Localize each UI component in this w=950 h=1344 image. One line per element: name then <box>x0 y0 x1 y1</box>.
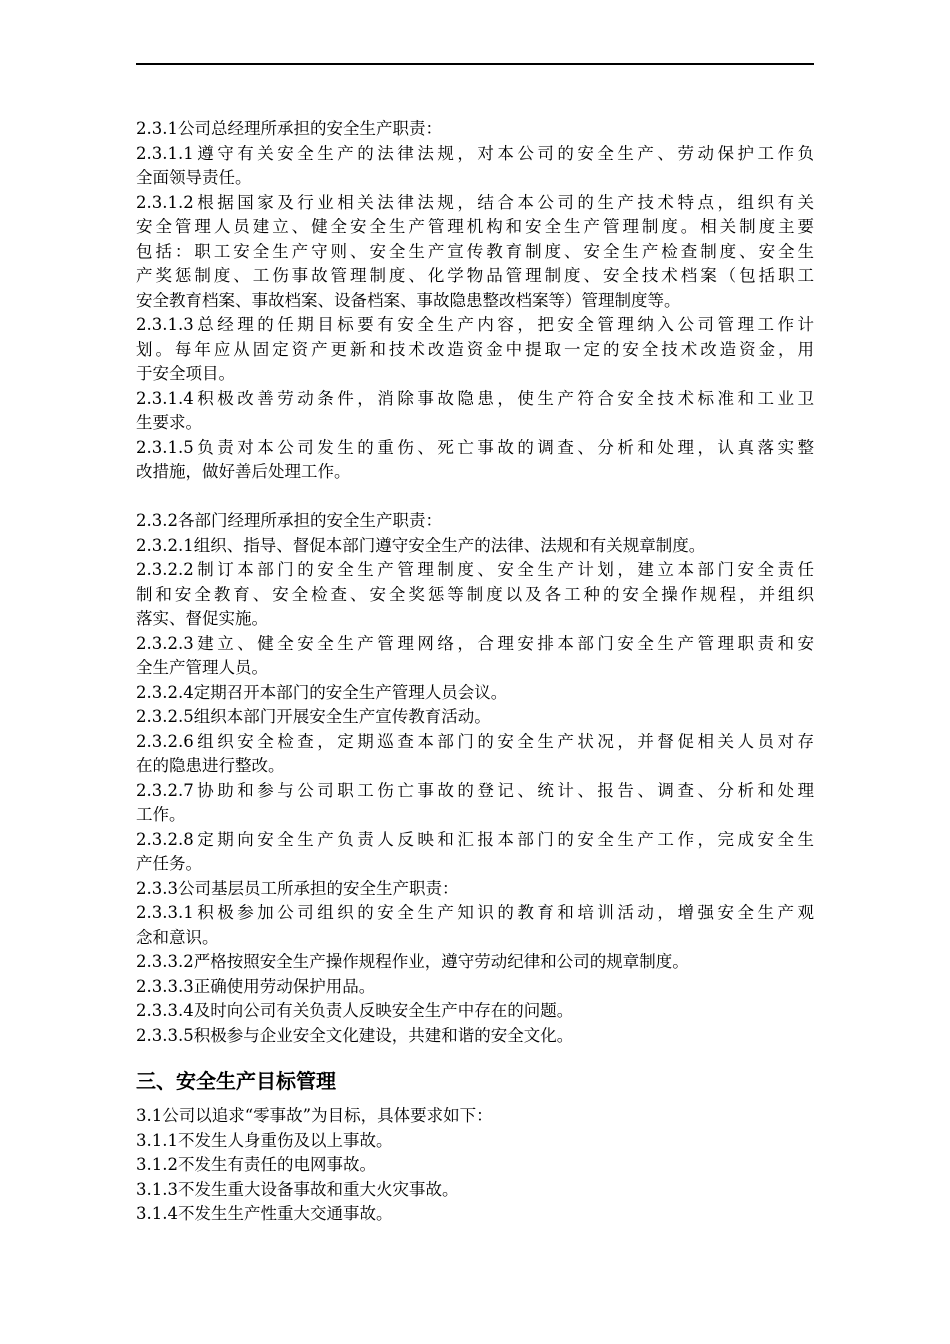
text-line: 2.3.1.2根据国家及行业相关法律法规，结合本公司的生产技术特点，组织有关 <box>136 192 814 212</box>
text-line: 改措施，做好善后处理工作。 <box>136 462 351 481</box>
text-line: 产任务。 <box>136 854 202 873</box>
text-line: 2.3.3.5积极参与企业安全文化建设，共建和谐的安全文化。 <box>136 1025 574 1045</box>
text-line: 2.3.2.2制订本部门的安全生产管理制度、安全生产计划，建立本部门安全责任 <box>136 560 814 579</box>
text-line: 2.3.3.1积极参加公司组织的安全生产知识的教育和培训活动，增强安全生产观 <box>136 903 814 922</box>
text-line: 2.3.2.4定期召开本部门的安全生产管理人员会议。 <box>136 682 508 702</box>
text-line: 2.3.2.5组织本部门开展安全生产宣传教育活动。 <box>136 707 491 726</box>
text-line: 2.3.1.1遵守有关安全生产的法律法规，对本公司的安全生产、劳动保护工作负 <box>136 143 814 163</box>
text-line: 3.1.1不发生人身重伤及以上事故。 <box>136 1130 393 1150</box>
text-line: 2.3.2.7协助和参与公司职工伤亡事故的登记、统计、报告、调查、分析和处理 <box>136 780 814 800</box>
text-line: 2.3.2.3建立、健全安全生产管理网络，合理安排本部门安全生产管理职责和安 <box>136 633 814 653</box>
text-line: 3.1公司以追求“零事故”为目标，具体要求如下： <box>136 1106 493 1125</box>
text-line: 2.3.2各部门经理所承担的安全生产职责： <box>136 511 442 530</box>
text-line: 2.3.2.1组织、指导、督促本部门遵守安全生产的法律、法规和有关规章制度。 <box>136 535 706 555</box>
text-line: 3.1.3不发生重大设备事故和重大火灾事故。 <box>136 1179 459 1199</box>
text-line: 全生产管理人员。 <box>136 658 268 677</box>
text-line: 2.3.3.3正确使用劳动保护用品。 <box>136 976 376 996</box>
text-line: 制和安全教育、安全检查、安全奖惩等制度以及各工种的安全操作规程，并组织 <box>136 584 814 604</box>
text-line: 全面领导责任。 <box>136 168 252 187</box>
text-line: 2.3.2.8定期向安全生产负责人反映和汇报本部门的安全生产工作，完成安全生 <box>136 829 814 849</box>
text-line: 产奖惩制度、工伤事故管理制度、化学物品管理制度、安全技术档案（包括职工 <box>136 266 814 285</box>
header-rule <box>136 63 814 65</box>
text-line: 2.3.3.4及时向公司有关负责人反映安全生产中存在的问题。 <box>136 1001 574 1020</box>
text-line: 在的隐患进行整改。 <box>136 756 285 775</box>
text-line: 包括：职工安全生产守则、安全生产宣传教育制度、安全生产检查制度、安全生 <box>136 241 814 261</box>
text-line: 安全教育档案、事故档案、设备档案、事故隐患整改档案等）管理制度等。 <box>136 290 681 310</box>
text-line: 落实、督促实施。 <box>136 609 268 628</box>
text-line: 2.3.1.5负责对本公司发生的重伤、死亡事故的调查、分析和处理，认真落实整 <box>136 437 814 457</box>
text-line: 2.3.1公司总经理所承担的安全生产职责： <box>136 119 442 138</box>
text-line: 2.3.2.6组织安全检查，定期巡查本部门的安全生产状况，并督促相关人员对存 <box>136 731 814 751</box>
blank-line <box>136 485 814 510</box>
text-line: 工作。 <box>136 805 186 824</box>
text-line: 安全管理人员建立、健全安全生产管理机构和安全生产管理制度。相关制度主要 <box>136 217 814 236</box>
text-line: 3.1.2不发生有责任的电网事故。 <box>136 1155 376 1174</box>
text-line: 2.3.1.3总经理的任期目标要有安全生产内容，把安全管理纳入公司管理工作计 <box>136 315 814 334</box>
text-line: 于安全项目。 <box>136 364 235 383</box>
section-heading: 三、安全生产目标管理 <box>136 1069 336 1093</box>
text-line: 2.3.3.2严格按照安全生产操作规程作业，遵守劳动纪律和公司的规章制度。 <box>136 952 689 971</box>
text-line: 念和意识。 <box>136 927 219 947</box>
text-line: 3.1.4不发生生产性重大交通事故。 <box>136 1204 393 1223</box>
text-line: 2.3.3公司基层员工所承担的安全生产职责： <box>136 878 459 898</box>
text-line: 划。每年应从固定资产更新和技术改造资金中提取一定的安全技术改造资金，用 <box>136 339 814 359</box>
section-gap <box>136 1048 814 1066</box>
text-line: 2.3.1.4积极改善劳动条件，消除事故隐患，使生产符合安全技术标准和工业卫 <box>136 388 814 408</box>
document-body <box>136 117 814 1227</box>
text-line: 生要求。 <box>136 413 202 432</box>
